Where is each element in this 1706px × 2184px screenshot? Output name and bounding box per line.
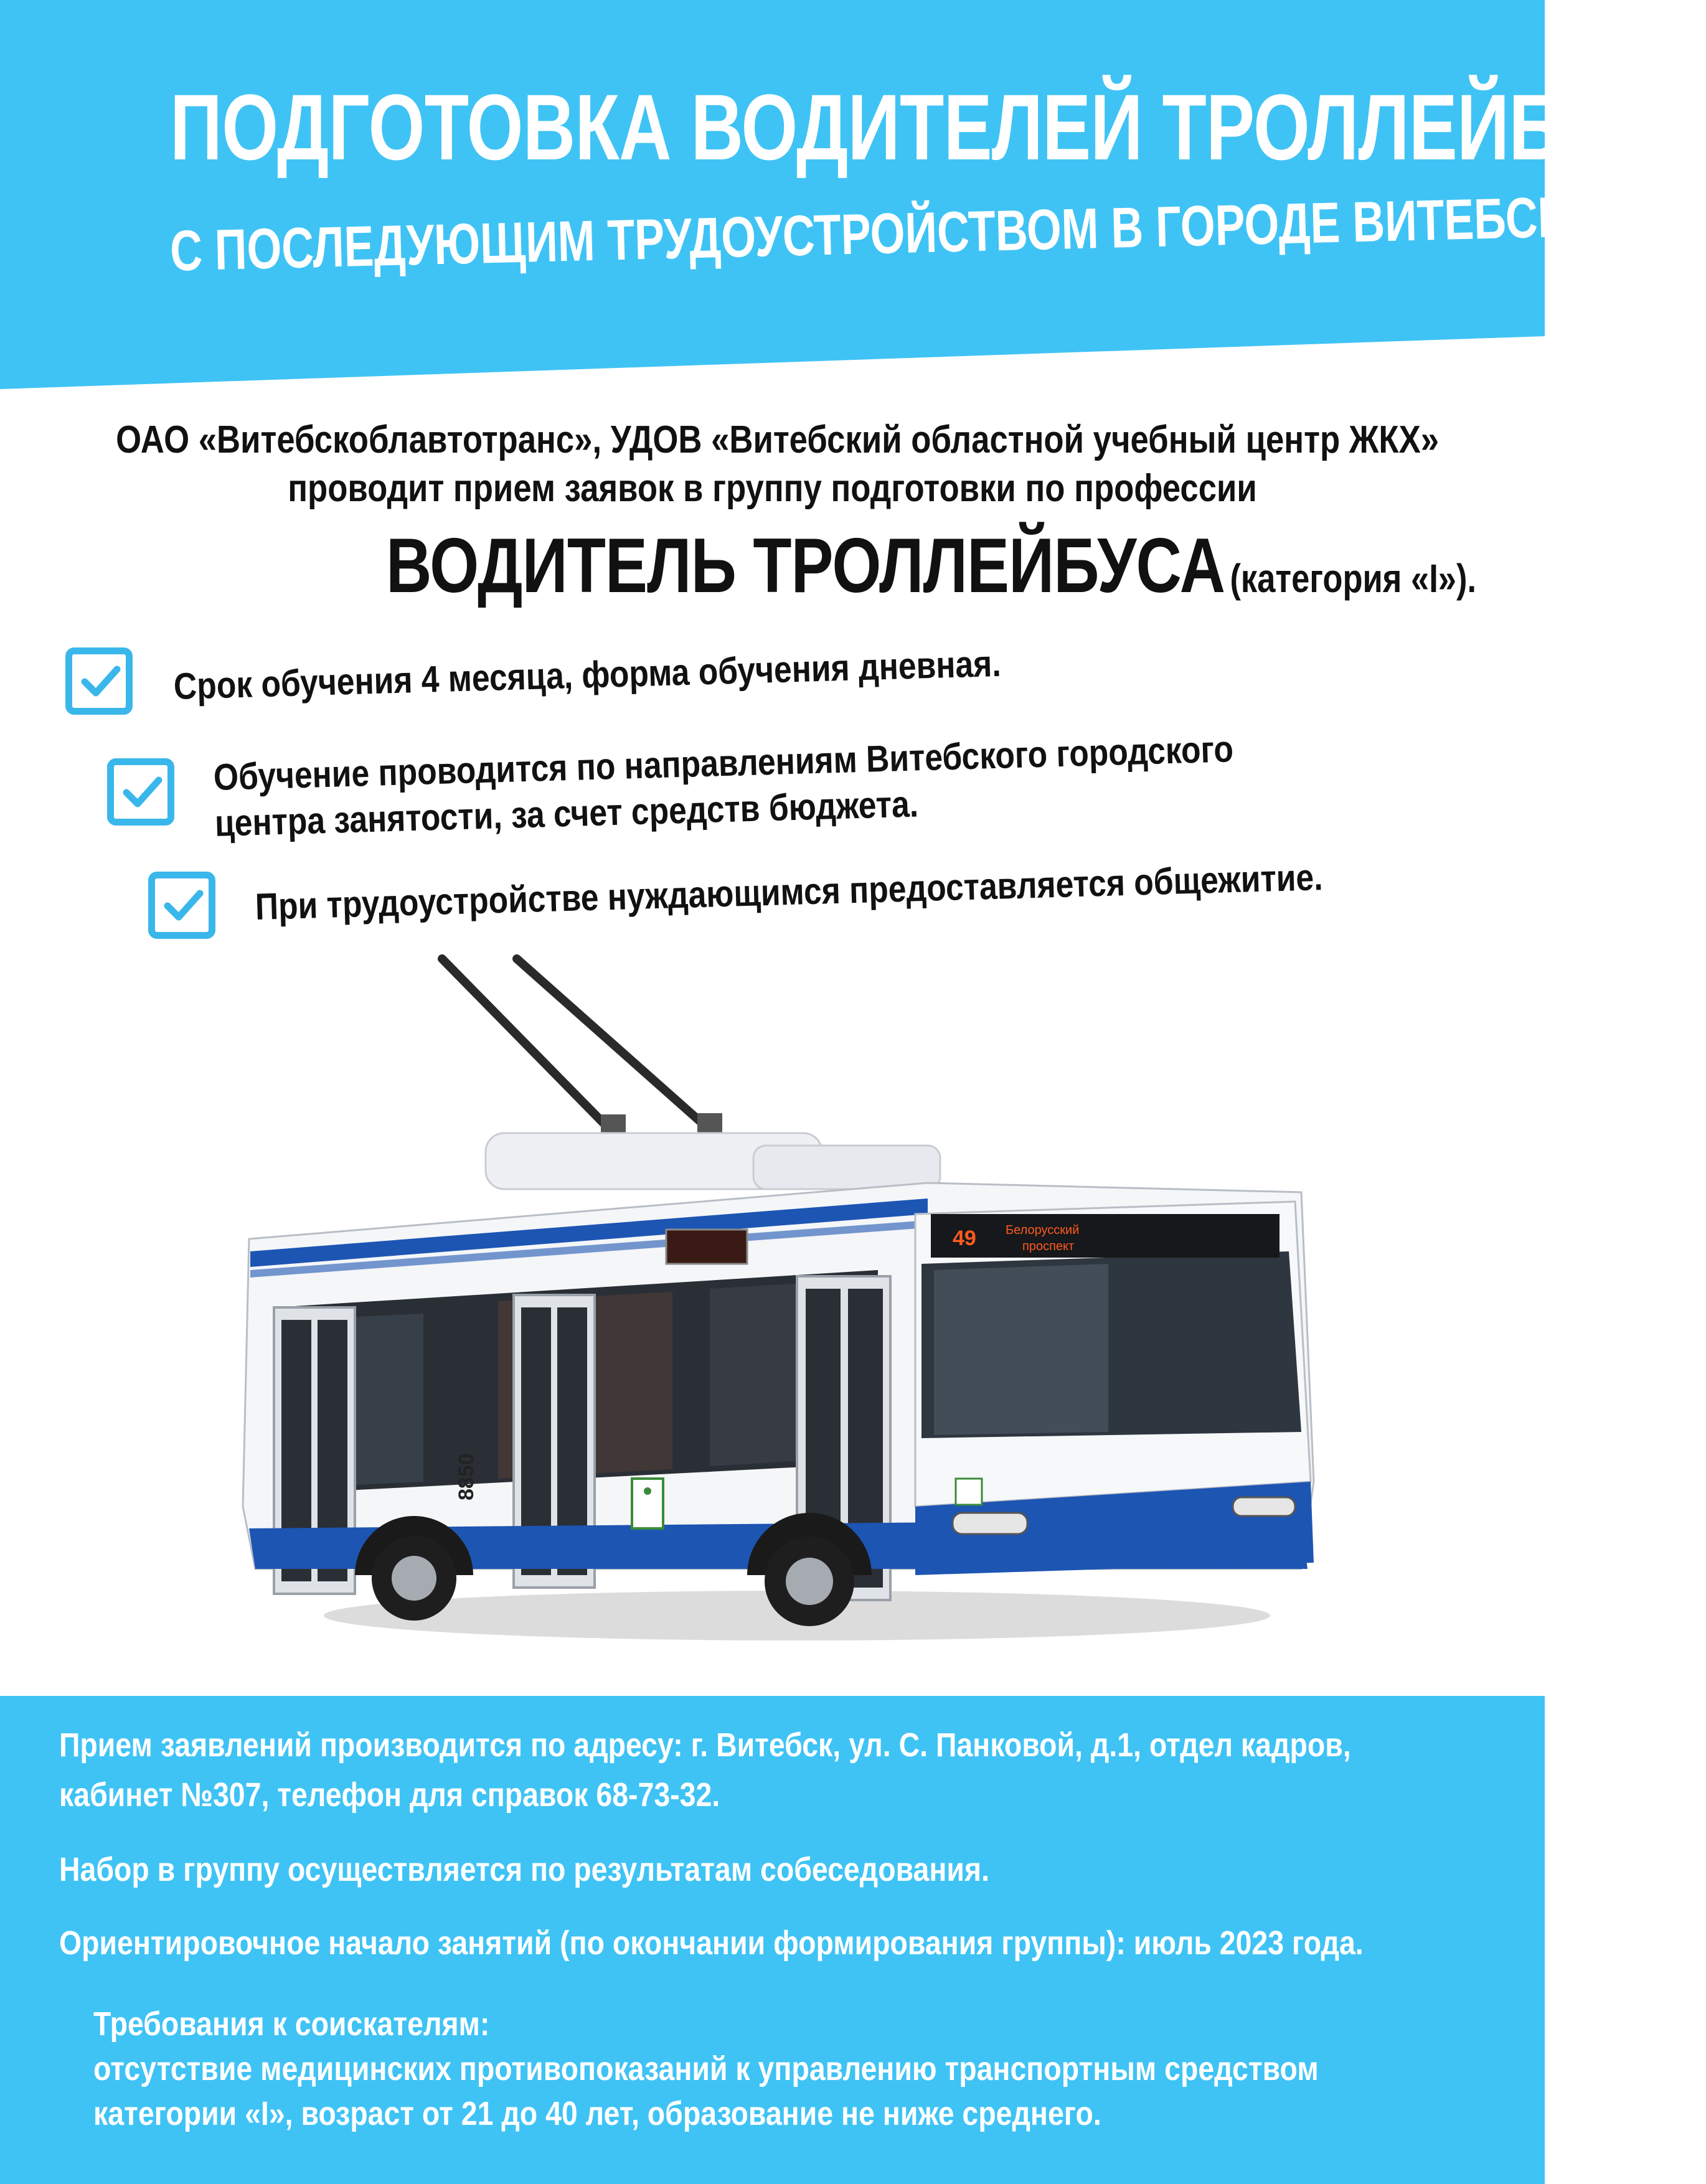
profession-title: ВОДИТЕЛЬ ТРОЛЛЕЙБУСА bbox=[386, 523, 1225, 609]
route-number: 49 bbox=[953, 1226, 976, 1250]
wheelchair-icon bbox=[632, 1479, 663, 1528]
page-subtitle: С ПОСЛЕДУЮЩИМ ТРУДОУСТРОЙСТВОМ В ГОРОДЕ ВИТЕБСК bbox=[169, 185, 1566, 283]
route-destination-line2: проспект bbox=[1022, 1240, 1075, 1253]
checklist-item-text: Срок обучения 4 месяца, форма обучения дневная. bbox=[173, 642, 1002, 707]
start-date-note: Ориентировочное начало занятий (по окончании формирования группы): июль 2023 года. bbox=[59, 1924, 1364, 1962]
page-title: ПОДГОТОВКА ВОДИТЕЛЕЙ ТРОЛЛЕЙБУСА bbox=[169, 75, 1706, 179]
profession-heading bbox=[386, 522, 1476, 610]
profession-category: (категория «I»). bbox=[1230, 556, 1477, 601]
requirements-line: отсутствие медицинских противопоказаний к управлению транспортным средством bbox=[93, 2050, 1319, 2088]
intro-line-recruitment: проводит прием заявок в группу подготовки по профессии bbox=[288, 467, 1257, 510]
address-line: кабинет №307, телефон для справок 68-73-32. bbox=[59, 1776, 720, 1814]
intro-text bbox=[0, 416, 1545, 513]
checkbox-checked-icon bbox=[65, 647, 133, 715]
checkbox-checked-icon bbox=[107, 758, 174, 826]
checkbox-checked-icon bbox=[148, 872, 215, 939]
requirements-line: категории «I», возраст от 21 до 40 лет, образование не ниже среднего. bbox=[93, 2095, 1101, 2132]
trolley-poles bbox=[436, 959, 722, 1139]
checklist-item-text: При трудоустройстве нуждающимся предоставляется общежитие. bbox=[255, 856, 1324, 928]
address-line: Прием заявлений производится по адресу: г. Витебск, ул. С. Панковой, д.1, отдел кадров, bbox=[59, 1726, 1351, 1764]
checklist-item-text: Обучение проводится по направлениям Витебского городского bbox=[213, 728, 1234, 799]
requirements-title: Требования к соискателям: bbox=[93, 2005, 490, 2043]
checklist-item-text: центра занятости, за счет средств бюджета. bbox=[214, 783, 919, 844]
selection-note: Набор в группу осуществляется по результатам собеседования. bbox=[59, 1851, 989, 1888]
route-destination-line1: Белорусский bbox=[1006, 1223, 1080, 1237]
fleet-number: 8850 bbox=[455, 1453, 478, 1500]
intro-line-organizations: ОАО «Витебскоблавтотранс», УДОВ «Витебский областной учебный центр ЖКХ» bbox=[116, 418, 1440, 461]
trolleybus-illustration bbox=[237, 946, 1326, 1644]
